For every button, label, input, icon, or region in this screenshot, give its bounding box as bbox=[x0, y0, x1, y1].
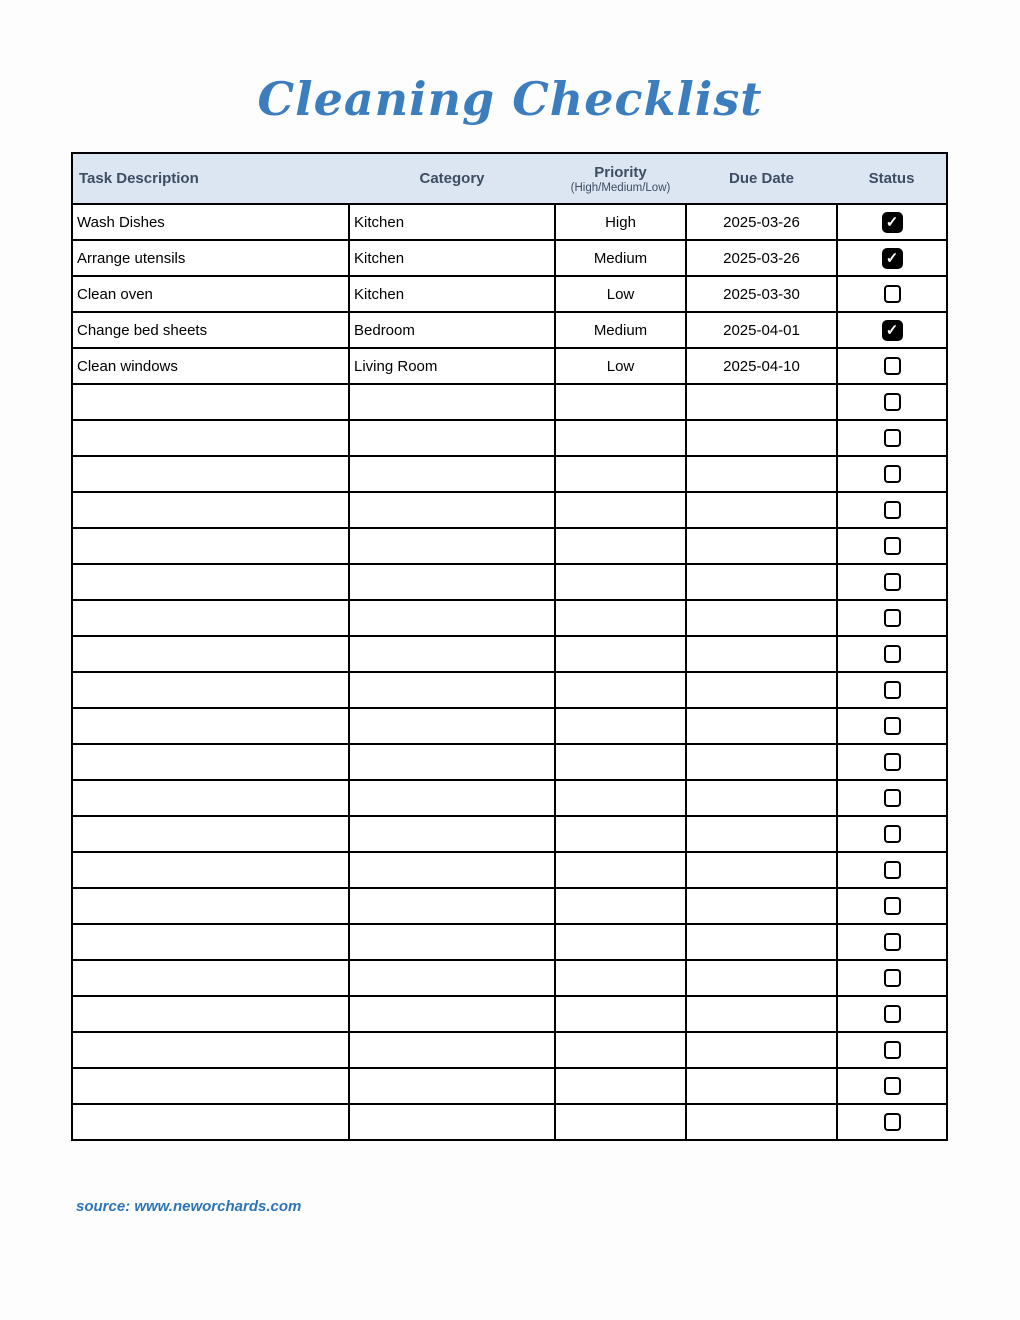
priority-cell bbox=[555, 960, 686, 996]
category-cell: Kitchen bbox=[349, 204, 555, 240]
priority-cell bbox=[555, 600, 686, 636]
empty-task-row bbox=[72, 1104, 947, 1140]
category-cell bbox=[349, 456, 555, 492]
category-cell: Kitchen bbox=[349, 276, 555, 312]
task-description-cell bbox=[72, 780, 349, 816]
task-description-cell bbox=[72, 420, 349, 456]
due-date-cell bbox=[686, 384, 837, 420]
table-body bbox=[72, 204, 947, 1140]
status-cell bbox=[837, 1068, 947, 1104]
header-priority-sublabel: (High/Medium/Low) bbox=[570, 181, 671, 194]
status-cell bbox=[837, 924, 947, 960]
status-checkbox-unchecked[interactable] bbox=[884, 357, 901, 375]
category-cell bbox=[349, 528, 555, 564]
status-cell bbox=[837, 204, 947, 240]
task-description-cell bbox=[72, 636, 349, 672]
task-description-cell: Clean windows bbox=[72, 348, 349, 384]
task-description-cell: Wash Dishes bbox=[72, 204, 349, 240]
category-cell: Bedroom bbox=[349, 312, 555, 348]
due-date-cell: 2025-04-10 bbox=[686, 348, 837, 384]
status-checkbox-unchecked[interactable] bbox=[884, 393, 901, 411]
task-description-cell bbox=[72, 888, 349, 924]
status-checkbox-unchecked[interactable] bbox=[884, 897, 901, 915]
priority-cell bbox=[555, 708, 686, 744]
category-cell bbox=[349, 672, 555, 708]
empty-task-row bbox=[72, 1032, 947, 1068]
status-checkbox-unchecked[interactable] bbox=[884, 681, 901, 699]
due-date-cell bbox=[686, 456, 837, 492]
priority-cell bbox=[555, 492, 686, 528]
status-checkbox-unchecked[interactable] bbox=[884, 573, 901, 591]
status-cell bbox=[837, 456, 947, 492]
category-cell bbox=[349, 600, 555, 636]
empty-task-row bbox=[72, 564, 947, 600]
empty-task-row bbox=[72, 924, 947, 960]
due-date-cell bbox=[686, 960, 837, 996]
category-cell bbox=[349, 852, 555, 888]
priority-cell bbox=[555, 924, 686, 960]
status-checkbox-unchecked[interactable] bbox=[884, 861, 901, 879]
status-cell bbox=[837, 1104, 947, 1140]
status-cell bbox=[837, 312, 947, 348]
priority-cell bbox=[555, 564, 686, 600]
priority-cell bbox=[555, 996, 686, 1032]
category-cell bbox=[349, 420, 555, 456]
status-cell bbox=[837, 636, 947, 672]
priority-cell bbox=[555, 1068, 686, 1104]
priority-cell: Medium bbox=[555, 312, 686, 348]
source-attribution: source: www.neworchards.com bbox=[76, 1198, 302, 1215]
status-cell bbox=[837, 492, 947, 528]
status-cell bbox=[837, 780, 947, 816]
empty-task-row bbox=[72, 1068, 947, 1104]
task-row bbox=[72, 312, 947, 348]
status-checkbox-unchecked[interactable] bbox=[884, 429, 901, 447]
status-cell bbox=[837, 600, 947, 636]
status-cell bbox=[837, 528, 947, 564]
page-title: Cleaning Checklist bbox=[257, 72, 763, 126]
category-cell bbox=[349, 708, 555, 744]
due-date-cell bbox=[686, 420, 837, 456]
status-cell bbox=[837, 672, 947, 708]
task-description-cell bbox=[72, 564, 349, 600]
priority-cell bbox=[555, 672, 686, 708]
priority-cell bbox=[555, 1104, 686, 1140]
empty-task-row bbox=[72, 888, 947, 924]
status-checkbox-unchecked[interactable] bbox=[884, 933, 901, 951]
task-description-cell bbox=[72, 456, 349, 492]
priority-cell bbox=[555, 636, 686, 672]
status-cell bbox=[837, 852, 947, 888]
status-cell bbox=[837, 960, 947, 996]
category-cell bbox=[349, 924, 555, 960]
status-cell bbox=[837, 996, 947, 1032]
due-date-cell bbox=[686, 564, 837, 600]
due-date-cell: 2025-04-01 bbox=[686, 312, 837, 348]
status-cell bbox=[837, 384, 947, 420]
due-date-cell bbox=[686, 708, 837, 744]
due-date-cell bbox=[686, 780, 837, 816]
priority-cell: High bbox=[555, 204, 686, 240]
empty-task-row bbox=[72, 780, 947, 816]
status-checkbox-unchecked[interactable] bbox=[884, 465, 901, 483]
status-checkbox-unchecked[interactable] bbox=[884, 1113, 901, 1131]
empty-task-row bbox=[72, 600, 947, 636]
task-description-cell bbox=[72, 1068, 349, 1104]
category-cell bbox=[349, 816, 555, 852]
empty-task-row bbox=[72, 672, 947, 708]
empty-task-row bbox=[72, 708, 947, 744]
priority-cell bbox=[555, 816, 686, 852]
empty-task-row bbox=[72, 456, 947, 492]
due-date-cell bbox=[686, 924, 837, 960]
status-checkbox-checked[interactable]: ✓ bbox=[882, 320, 903, 341]
task-row bbox=[72, 276, 947, 312]
category-cell bbox=[349, 996, 555, 1032]
task-description-cell bbox=[72, 960, 349, 996]
task-description-cell bbox=[72, 744, 349, 780]
status-checkbox-unchecked[interactable] bbox=[884, 969, 901, 987]
status-checkbox-unchecked[interactable] bbox=[884, 645, 901, 663]
due-date-cell bbox=[686, 996, 837, 1032]
task-description-cell bbox=[72, 600, 349, 636]
category-cell bbox=[349, 384, 555, 420]
due-date-cell: 2025-03-26 bbox=[686, 240, 837, 276]
priority-cell bbox=[555, 1032, 686, 1068]
empty-task-row bbox=[72, 852, 947, 888]
category-cell bbox=[349, 564, 555, 600]
cleaning-checklist-table bbox=[71, 152, 948, 1141]
empty-task-row bbox=[72, 528, 947, 564]
empty-task-row bbox=[72, 816, 947, 852]
due-date-cell bbox=[686, 636, 837, 672]
status-checkbox-unchecked[interactable] bbox=[884, 1077, 901, 1095]
status-cell bbox=[837, 888, 947, 924]
status-checkbox-checked[interactable]: ✓ bbox=[882, 212, 903, 233]
status-cell bbox=[837, 420, 947, 456]
task-description-cell bbox=[72, 1104, 349, 1140]
status-cell bbox=[837, 348, 947, 384]
priority-cell bbox=[555, 420, 686, 456]
category-cell bbox=[349, 780, 555, 816]
task-row bbox=[72, 204, 947, 240]
task-description-cell bbox=[72, 492, 349, 528]
category-cell: Kitchen bbox=[349, 240, 555, 276]
task-description-cell bbox=[72, 996, 349, 1032]
task-description-cell bbox=[72, 816, 349, 852]
due-date-cell bbox=[686, 528, 837, 564]
due-date-cell bbox=[686, 1032, 837, 1068]
category-cell bbox=[349, 744, 555, 780]
task-description-cell: Arrange utensils bbox=[72, 240, 349, 276]
empty-task-row bbox=[72, 420, 947, 456]
category-cell bbox=[349, 492, 555, 528]
due-date-cell bbox=[686, 1068, 837, 1104]
due-date-cell bbox=[686, 1104, 837, 1140]
task-description-cell bbox=[72, 528, 349, 564]
priority-cell: Low bbox=[555, 276, 686, 312]
task-description-cell bbox=[72, 852, 349, 888]
status-cell bbox=[837, 816, 947, 852]
status-checkbox-unchecked[interactable] bbox=[884, 537, 901, 555]
due-date-cell bbox=[686, 600, 837, 636]
priority-cell bbox=[555, 852, 686, 888]
priority-cell bbox=[555, 888, 686, 924]
task-description-cell bbox=[72, 672, 349, 708]
due-date-cell: 2025-03-26 bbox=[686, 204, 837, 240]
status-cell bbox=[837, 708, 947, 744]
status-checkbox-unchecked[interactable] bbox=[884, 753, 901, 771]
priority-cell: Medium bbox=[555, 240, 686, 276]
category-cell bbox=[349, 1032, 555, 1068]
category-cell: Living Room bbox=[349, 348, 555, 384]
header-due-date: Due Date bbox=[686, 153, 837, 204]
status-checkbox-unchecked[interactable] bbox=[884, 609, 901, 627]
task-description-cell bbox=[72, 1032, 349, 1068]
status-checkbox-unchecked[interactable] bbox=[884, 1005, 901, 1023]
task-row bbox=[72, 348, 947, 384]
task-description-cell: Clean oven bbox=[72, 276, 349, 312]
priority-cell bbox=[555, 744, 686, 780]
due-date-cell bbox=[686, 852, 837, 888]
task-description-cell: Change bed sheets bbox=[72, 312, 349, 348]
empty-task-row bbox=[72, 744, 947, 780]
due-date-cell bbox=[686, 888, 837, 924]
table-header-row bbox=[72, 153, 947, 204]
status-checkbox-unchecked[interactable] bbox=[884, 717, 901, 735]
empty-task-row bbox=[72, 996, 947, 1032]
category-cell bbox=[349, 888, 555, 924]
due-date-cell bbox=[686, 672, 837, 708]
status-cell bbox=[837, 240, 947, 276]
task-row bbox=[72, 240, 947, 276]
header-priority-label: Priority bbox=[594, 163, 647, 181]
due-date-cell bbox=[686, 744, 837, 780]
priority-cell bbox=[555, 528, 686, 564]
category-cell bbox=[349, 960, 555, 996]
task-description-cell bbox=[72, 924, 349, 960]
empty-task-row bbox=[72, 384, 947, 420]
task-description-cell bbox=[72, 384, 349, 420]
category-cell bbox=[349, 1104, 555, 1140]
header-priority bbox=[555, 153, 686, 204]
due-date-cell: 2025-03-30 bbox=[686, 276, 837, 312]
status-checkbox-unchecked[interactable] bbox=[884, 1041, 901, 1059]
status-checkbox-unchecked[interactable] bbox=[884, 501, 901, 519]
status-checkbox-checked[interactable]: ✓ bbox=[882, 248, 903, 269]
status-checkbox-unchecked[interactable] bbox=[884, 789, 901, 807]
header-category: Category bbox=[349, 153, 555, 204]
header-status: Status bbox=[837, 153, 947, 204]
priority-cell bbox=[555, 780, 686, 816]
priority-cell bbox=[555, 456, 686, 492]
status-cell bbox=[837, 1032, 947, 1068]
category-cell bbox=[349, 1068, 555, 1104]
task-description-cell bbox=[72, 708, 349, 744]
empty-task-row bbox=[72, 960, 947, 996]
status-cell bbox=[837, 276, 947, 312]
due-date-cell bbox=[686, 816, 837, 852]
category-cell bbox=[349, 636, 555, 672]
status-cell bbox=[837, 564, 947, 600]
due-date-cell bbox=[686, 492, 837, 528]
priority-cell: Low bbox=[555, 348, 686, 384]
status-checkbox-unchecked[interactable] bbox=[884, 285, 901, 303]
priority-cell bbox=[555, 384, 686, 420]
empty-task-row bbox=[72, 636, 947, 672]
status-checkbox-unchecked[interactable] bbox=[884, 825, 901, 843]
empty-task-row bbox=[72, 492, 947, 528]
header-task-description: Task Description bbox=[72, 153, 349, 204]
status-cell bbox=[837, 744, 947, 780]
